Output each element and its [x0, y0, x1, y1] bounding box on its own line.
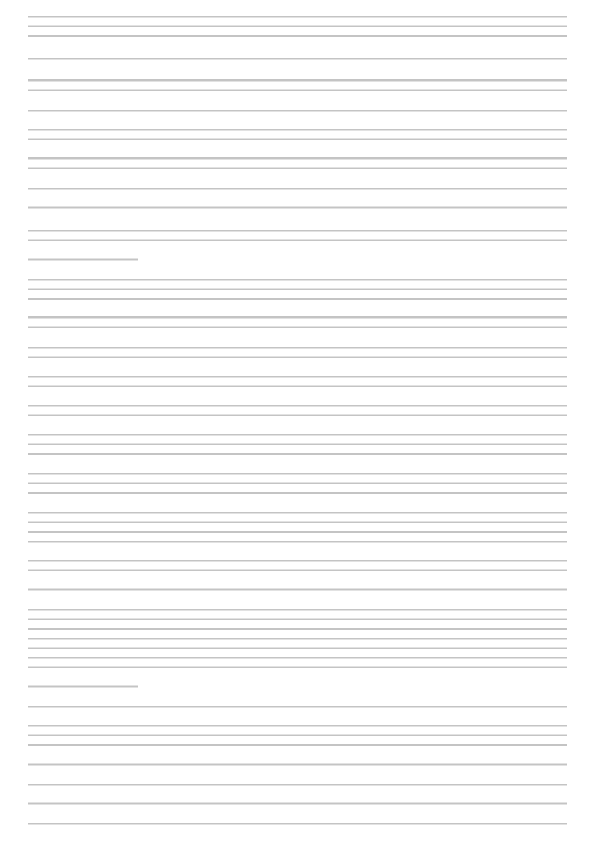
- paragraph: [28, 12, 567, 41]
- paragraph: [28, 799, 567, 809]
- paragraph: [28, 154, 567, 173]
- section-heading: [28, 255, 138, 265]
- paragraph: [28, 275, 567, 304]
- paragraph: [28, 702, 567, 712]
- paragraph: [28, 343, 567, 362]
- paragraph: [28, 585, 567, 595]
- paragraph: [28, 203, 567, 213]
- paragraph: [28, 430, 567, 459]
- paragraph: [28, 106, 567, 116]
- paragraph: [28, 469, 567, 498]
- paragraph: [28, 760, 567, 770]
- paragraph: [28, 508, 567, 546]
- section-heading: [28, 682, 138, 692]
- paragraph: [28, 313, 567, 332]
- paragraph: [28, 780, 567, 790]
- paragraph: [28, 372, 567, 391]
- paragraph: [28, 556, 567, 575]
- paragraph: [28, 76, 567, 95]
- paragraph: [28, 125, 567, 144]
- paragraph: [28, 401, 567, 420]
- paragraph: [28, 226, 567, 245]
- paragraph: [28, 184, 567, 194]
- paragraph: [28, 54, 567, 64]
- paragraph: [28, 819, 567, 829]
- paragraph: [28, 605, 567, 672]
- paragraph: [28, 721, 567, 750]
